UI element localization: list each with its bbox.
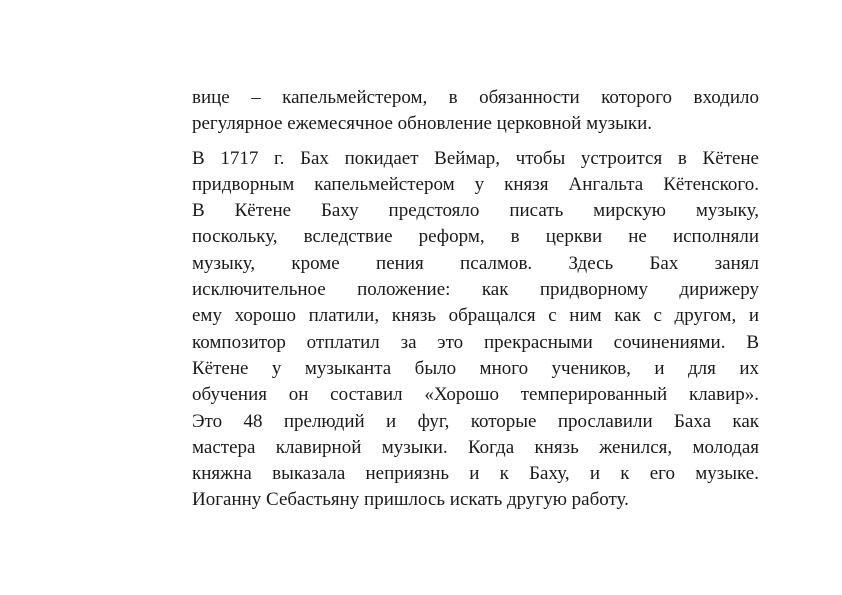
text-line: В 1717 г. Бах покидает Веймар, чтобы устроится в Кётене <box>192 147 759 169</box>
text-line: исключительное положение: как придворному дирижеру <box>192 279 759 301</box>
text-line: Это 48 прелюдий и фуг, которые прославили Баха как <box>192 410 759 432</box>
text-line: мастера клавирной музыки. Когда князь женился, молодая <box>192 436 759 458</box>
text-line: регулярное ежемесячное обновление церковной музыки. <box>192 113 653 135</box>
text-line: музыку, кроме пения псалмов. Здесь Бах занял <box>192 252 759 274</box>
text-line: княжна выказала неприязнь и к Баху, и к его музыке. <box>192 463 759 485</box>
text-line: Кётене у музыканта было много учеников, и для их <box>192 357 759 379</box>
text-block <box>192 85 759 514</box>
paragraph <box>192 85 759 138</box>
text-line: обучения он составил «Хорошо темперированный клавир». <box>192 384 759 406</box>
paragraph <box>192 146 759 514</box>
text-line: вице – капельмейстером, в обязанности которого входило <box>192 87 759 108</box>
text-line: Иоганну Себастьяну пришлось искать другую работу. <box>192 489 629 511</box>
text-line: композитор отплатил за это прекрасными сочинениями. В <box>192 331 759 353</box>
text-line: поскольку, вследствие реформ, в церкви не исполняли <box>192 226 759 248</box>
text-line: В Кётене Баху предстояло писать мирскую музыку, <box>192 200 759 222</box>
text-line: придворным капельмейстером у князя Ангальта Кётенского. <box>192 173 759 195</box>
text-line: ему хорошо платили, князь обращался с ним как с другом, и <box>192 305 759 327</box>
